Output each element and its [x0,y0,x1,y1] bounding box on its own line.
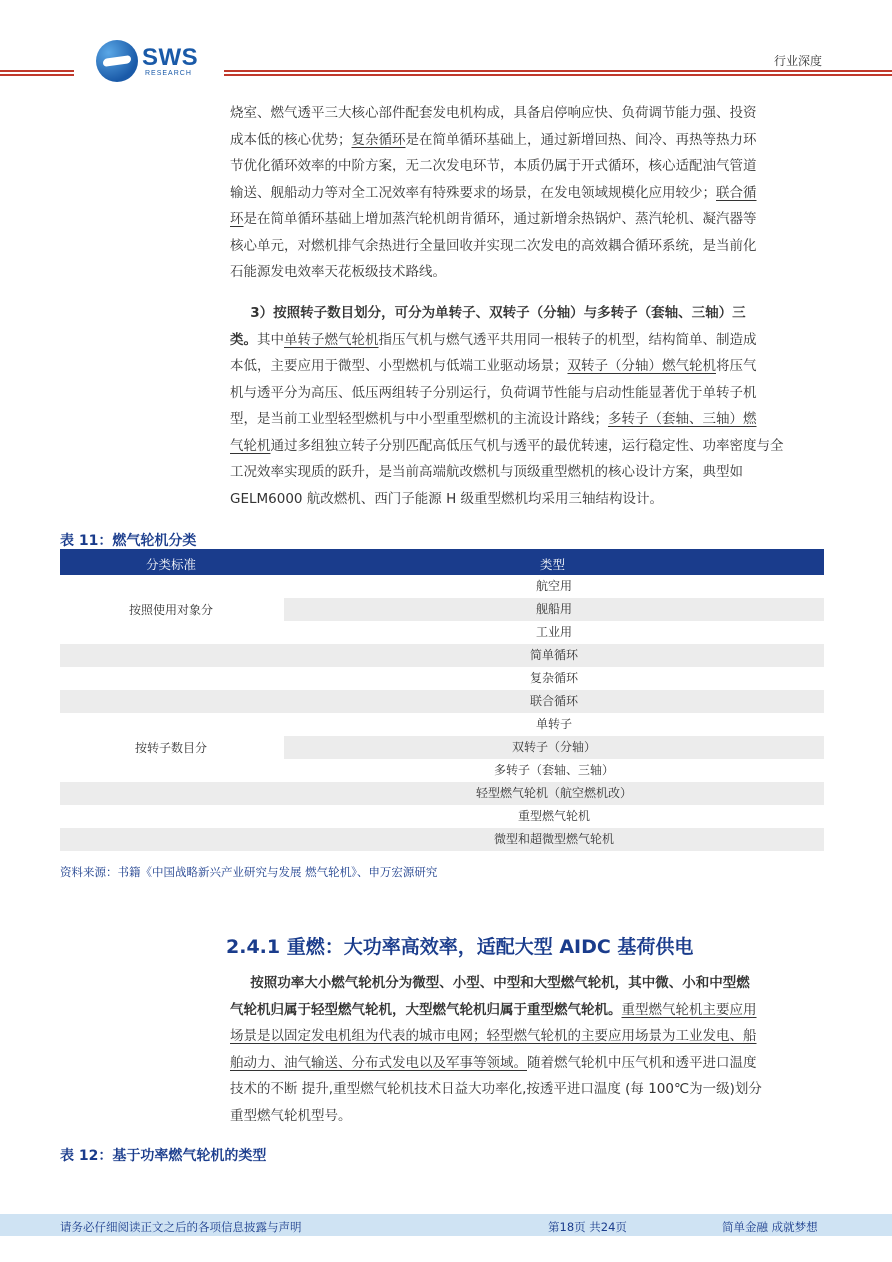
header-rule-left [0,70,74,78]
header-tag: 行业深度 [773,54,822,68]
type-cell: 多转子（套轴、三轴） [493,763,614,777]
text-line: 场景是以固定发电机组为代表的城市电网；轻型燃气轮机的主要应用场景为工业发电、船 [230,1028,757,1044]
text-line: 舶动力、油气输送、分布式发电以及军事等领域。随着燃气轮机中压气机和透平进口温度 [230,1054,757,1071]
sws-logo-icon [96,40,138,82]
paragraph-power-classes [230,970,822,1129]
text-line: 气轮机归属于轻型燃气轮机，大型燃气轮机归属于重型燃气轮机。重型燃气轮机主要应用 [230,1001,757,1018]
table-group [60,713,824,782]
text-line: 重型燃气轮机型号。 [230,1107,352,1124]
type-cell: 单转子 [535,717,572,731]
page-number: 第18页 共24页 [548,1220,627,1234]
table-group [60,644,824,713]
table-row [60,713,824,736]
sws-logo [96,40,208,86]
type-cell: 航空用 [535,579,572,593]
category-cell: 按转子数目分 [134,741,207,755]
text-line: 型，是当前工业型轻型燃机与中小型重型燃机的主流设计路线；多转子（套轴、三轴）燃 [230,411,757,427]
col-header-type: 类型 [540,557,566,572]
category-cell: 按照使用对象分 [128,603,213,617]
table-source: 资料来源：书籍《中国战略新兴产业研究与发展 燃气轮机》、申万宏源研究 [60,865,438,879]
header-rule-right [224,70,892,78]
text-line: 本低，主要应用于微型、小型燃机与低端工业驱动场景；双转子（分轴）燃气轮机将压气 [230,358,757,374]
type-cell: 微型和超微型燃气轮机 [493,832,614,846]
text-line: 核心单元，对燃机排气余热进行全量回收并实现二次发电的高效耦合循环系统，是当前化 [230,237,757,254]
logo-subtext: RESEARCH [145,70,192,77]
text-line: 工况效率实现质的跃升，是当前高端航改燃机与顶级重型燃机的核心设计方案，典型如 [230,464,743,480]
text-line: 技术的不断 提升,重型燃气轮机技术日益大功率化,按透平进口温度 (每 100℃为一级)划分 [230,1081,762,1097]
table-12-caption: 表 12：基于功率燃气轮机的类型 [60,1148,267,1164]
table-header [60,549,824,575]
type-cell: 复杂循环 [284,667,824,690]
table-row [60,828,824,851]
table-row [60,736,824,759]
footer-disclaimer: 请务必仔细阅读正文之后的各项信息披露与声明 [60,1220,302,1234]
section-title: 2.4.1 重燃：大功率高效率，适配大型 AIDC 基荷供电 [226,936,694,958]
table-row [60,805,824,828]
table-row [60,690,824,713]
type-cell: 双转子（分轴） [284,736,824,759]
table-row [60,598,824,621]
text-line: 类。其中单转子燃气轮机指压气机与燃气透平共用同一根转子的机型，结构简单、制造成 [230,331,757,348]
text-line: 机与透平分为高压、低压两组转子分别运行，负荷调节性能与启动性能显著优于单转子机 [230,384,757,401]
text-line: 石能源发电效率天花板级技术路线。 [230,264,446,280]
col-header-category: 分类标准 [146,557,197,572]
table-row [60,644,824,667]
table-11 [60,549,824,851]
type-cell: 舰船用 [284,598,824,621]
paragraph-rotor-types [230,300,822,512]
paragraph-cycle-types [230,100,822,286]
type-cell: 重型燃气轮机 [284,805,824,828]
table-row [60,575,824,598]
text-line: 气轮机通过多组独立转子分别匹配高低压气机与透平的最优转速，运行稳定性、功率密度与全 [230,437,784,454]
table-11-caption: 表 11：燃气轮机分类 [60,533,197,549]
table-row [60,782,824,805]
table-row [60,621,824,644]
text-line: 节优化循环效率的中阶方案，无二次发电环节，本质仍属于开式循环，核心适配油气管道 [230,158,757,174]
text-line: 烧室、燃气透平三大核心部件配套发电机构成，具备启停响应快、负荷调节能力强、投资 [230,105,757,121]
table-group [60,782,824,851]
footer-slogan: 简单金融 成就梦想 [722,1220,818,1234]
table-row [60,667,824,690]
text-line: 环是在简单循环基础上增加蒸汽轮机朗肯循环，通过新增余热锅炉、蒸汽轮机、凝汽器等 [230,211,757,227]
type-cell: 联合循环 [529,694,578,708]
type-cell: 工业用 [535,625,572,639]
text-line: 输送、舰船动力等对全工况效率有特殊要求的场景，在发电领域规模化应用较少；联合循 [230,184,757,201]
type-cell: 简单循环 [529,648,578,662]
text-line: 3）按照转子数目划分，可分为单转子、双转子（分轴）与多转子（套轴、三轴）三 [250,305,746,321]
type-cell: 轻型燃气轮机（航空燃机改） [475,786,632,800]
text-line: 成本低的核心优势；复杂循环是在简单循环基础上，通过新增回热、间冷、再热等热力环 [230,131,757,148]
logo-text: SWS [142,44,199,71]
text-line: 按照功率大小燃气轮机分为微型、小型、中型和大型燃气轮机，其中微、小和中型燃 [250,975,750,991]
table-row [60,759,824,782]
text-line: GELM6000 航改燃机、西门子能源 H 级重型燃机均采用三轴结构设计。 [230,490,664,507]
table-group [60,575,824,644]
